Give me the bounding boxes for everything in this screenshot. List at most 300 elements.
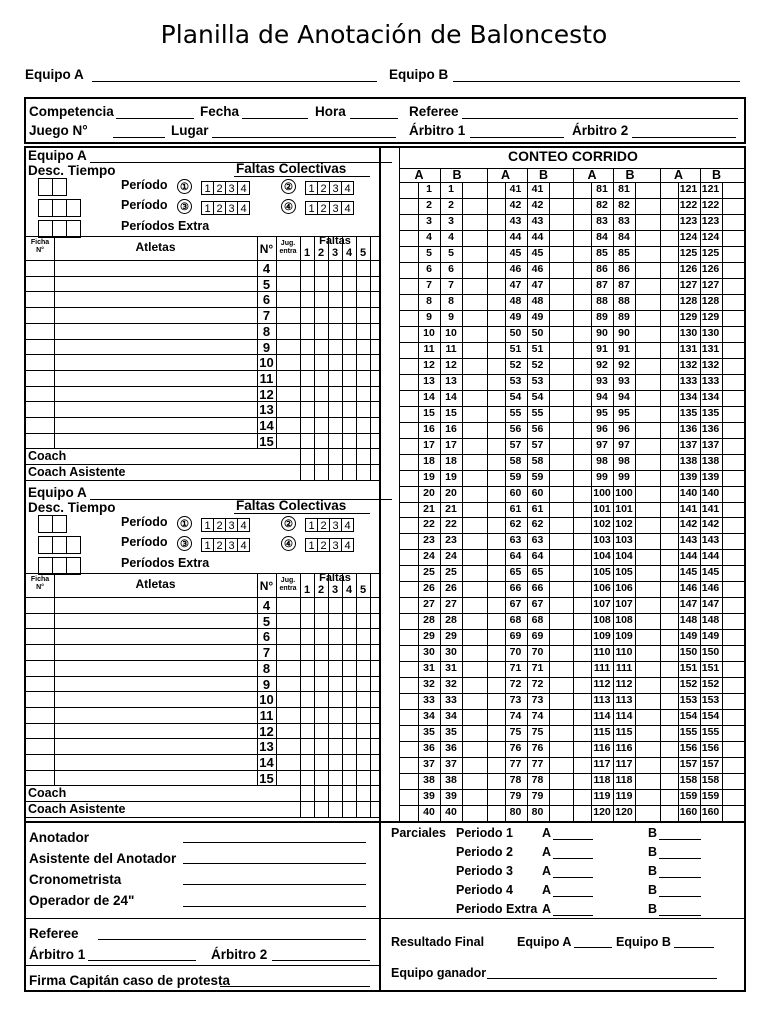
conteo-number-b[interactable]: 74: [531, 710, 544, 723]
conteo-number-a[interactable]: 77: [509, 758, 522, 771]
conteo-number-b[interactable]: 111: [615, 662, 633, 675]
period-foul-box[interactable]: 4: [237, 518, 250, 532]
conteo-number-b[interactable]: 89: [618, 310, 630, 323]
conteo-number-b[interactable]: 27: [445, 598, 457, 611]
conteo-number-b[interactable]: 14: [445, 390, 457, 403]
conteo-number-a[interactable]: 32: [423, 678, 435, 691]
conteo-number-a[interactable]: 140: [679, 486, 698, 499]
period-foul-box[interactable]: 1: [201, 518, 214, 532]
conteo-number-a[interactable]: 74: [509, 710, 522, 723]
conteo-number-b[interactable]: 121: [701, 183, 720, 195]
conteo-number-a[interactable]: 25: [423, 566, 435, 579]
conteo-number-a[interactable]: 40: [423, 806, 435, 819]
conteo-number-a[interactable]: 23: [423, 534, 435, 547]
conteo-number-b[interactable]: 118: [615, 774, 633, 787]
parcial-b-field[interactable]: [659, 839, 701, 840]
period-foul-box[interactable]: 2: [317, 201, 330, 215]
athlete-name-cell[interactable]: [55, 387, 256, 401]
conteo-number-a[interactable]: 119: [593, 790, 611, 803]
conteo-number-b[interactable]: 26: [445, 582, 457, 595]
conteo-number-b[interactable]: 91: [618, 342, 630, 355]
conteo-number-b[interactable]: 147: [701, 598, 720, 611]
conteo-number-a[interactable]: 100: [593, 486, 611, 499]
conteo-number-b[interactable]: 39: [445, 790, 457, 803]
conteo-number-b[interactable]: 61: [531, 502, 544, 515]
conteo-number-b[interactable]: 112: [615, 678, 633, 691]
conteo-number-a[interactable]: 111: [593, 662, 611, 675]
conteo-number-a[interactable]: 160: [679, 806, 698, 819]
conteo-number-b[interactable]: 31: [445, 662, 457, 675]
conteo-number-a[interactable]: 5: [426, 246, 432, 259]
conteo-number-b[interactable]: 3: [448, 214, 454, 227]
conteo-number-a[interactable]: 75: [509, 726, 522, 739]
conteo-number-b[interactable]: 77: [531, 758, 544, 771]
conteo-number-b[interactable]: 32: [445, 678, 457, 691]
resultado-team-a-field[interactable]: [574, 947, 612, 948]
conteo-number-b[interactable]: 23: [445, 534, 457, 547]
conteo-number-a[interactable]: 12: [423, 358, 435, 371]
conteo-number-b[interactable]: 41: [531, 183, 544, 195]
conteo-number-a[interactable]: 105: [593, 566, 611, 579]
athlete-name-cell[interactable]: [55, 755, 256, 769]
resultado-team-b-field[interactable]: [674, 947, 714, 948]
athlete-name-cell[interactable]: [55, 724, 256, 738]
conteo-number-b[interactable]: 158: [701, 774, 720, 787]
conteo-number-b[interactable]: 153: [701, 694, 720, 707]
conteo-number-b[interactable]: 127: [701, 278, 720, 291]
conteo-number-b[interactable]: 117: [615, 758, 633, 771]
parcial-a-field[interactable]: [553, 858, 593, 859]
conteo-number-a[interactable]: 76: [509, 742, 522, 755]
conteo-number-b[interactable]: 47: [531, 278, 544, 291]
conteo-number-b[interactable]: 131: [701, 342, 720, 355]
conteo-number-a[interactable]: 21: [423, 502, 435, 515]
conteo-number-a[interactable]: 27: [423, 598, 435, 611]
conteo-number-a[interactable]: 112: [593, 678, 611, 691]
conteo-number-a[interactable]: 65: [509, 566, 522, 579]
period-foul-box[interactable]: 1: [305, 201, 318, 215]
conteo-number-b[interactable]: 40: [445, 806, 457, 819]
conteo-number-a[interactable]: 133: [679, 374, 698, 387]
conteo-number-a[interactable]: 6: [426, 262, 432, 275]
conteo-number-b[interactable]: 139: [701, 470, 720, 483]
athlete-name-cell[interactable]: [55, 308, 256, 322]
conteo-number-a[interactable]: 139: [679, 470, 698, 483]
conteo-number-a[interactable]: 145: [679, 566, 698, 579]
conteo-number-b[interactable]: 69: [531, 630, 544, 643]
conteo-number-a[interactable]: 82: [596, 198, 608, 211]
conteo-number-a[interactable]: 141: [679, 502, 698, 515]
conteo-number-b[interactable]: 160: [701, 806, 720, 819]
conteo-number-a[interactable]: 93: [596, 374, 608, 387]
conteo-number-b[interactable]: 81: [618, 183, 630, 195]
conteo-number-a[interactable]: 4: [426, 230, 432, 243]
conteo-number-b[interactable]: 57: [531, 438, 544, 451]
conteo-number-b[interactable]: 13: [445, 374, 457, 387]
conteo-number-b[interactable]: 54: [531, 390, 544, 403]
conteo-number-a[interactable]: 18: [423, 454, 435, 467]
conteo-number-b[interactable]: 159: [701, 790, 720, 803]
conteo-number-a[interactable]: 36: [423, 742, 435, 755]
conteo-number-a[interactable]: 26: [423, 582, 435, 595]
parcial-a-field[interactable]: [553, 877, 593, 878]
conteo-number-a[interactable]: 101: [593, 502, 611, 515]
conteo-number-a[interactable]: 110: [593, 646, 611, 659]
conteo-number-a[interactable]: 96: [596, 422, 608, 435]
conteo-number-a[interactable]: 132: [679, 358, 698, 371]
athlete-name-cell[interactable]: [55, 677, 256, 691]
athlete-name-cell[interactable]: [55, 355, 256, 369]
conteo-number-b[interactable]: 1: [448, 183, 454, 195]
period-foul-box[interactable]: 3: [329, 181, 342, 195]
conteo-number-a[interactable]: 39: [423, 790, 435, 803]
conteo-number-b[interactable]: 110: [615, 646, 633, 659]
conteo-number-b[interactable]: 29: [445, 630, 457, 643]
conteo-number-a[interactable]: 70: [509, 646, 522, 659]
conteo-number-b[interactable]: 156: [701, 742, 720, 755]
referee-bottom-field[interactable]: [98, 939, 366, 940]
conteo-number-a[interactable]: 135: [679, 406, 698, 419]
conteo-number-a[interactable]: 90: [596, 326, 608, 339]
period-foul-box[interactable]: 4: [341, 201, 354, 215]
conteo-number-b[interactable]: 82: [618, 198, 630, 211]
conteo-number-b[interactable]: 114: [615, 710, 633, 723]
period-foul-box[interactable]: 2: [213, 181, 226, 195]
conteo-number-a[interactable]: 114: [593, 710, 611, 723]
conteo-number-a[interactable]: 149: [679, 630, 698, 643]
conteo-number-b[interactable]: 67: [531, 598, 544, 611]
equipo-ganador-field[interactable]: [487, 978, 717, 979]
conteo-number-b[interactable]: 49: [531, 310, 544, 323]
firma-field[interactable]: [220, 986, 370, 987]
conteo-number-a[interactable]: 130: [679, 326, 698, 339]
conteo-number-a[interactable]: 31: [423, 662, 435, 675]
conteo-number-a[interactable]: 7: [426, 278, 432, 291]
conteo-number-b[interactable]: 145: [701, 566, 720, 579]
conteo-number-b[interactable]: 101: [615, 502, 633, 515]
conteo-number-a[interactable]: 44: [509, 230, 522, 243]
conteo-number-b[interactable]: 15: [445, 406, 457, 419]
conteo-number-b[interactable]: 48: [531, 294, 544, 307]
athlete-name-cell[interactable]: [55, 739, 256, 753]
conteo-number-b[interactable]: 124: [701, 230, 720, 243]
parcial-b-field[interactable]: [659, 858, 701, 859]
conteo-number-a[interactable]: 91: [596, 342, 608, 355]
conteo-number-a[interactable]: 131: [679, 342, 698, 355]
conteo-number-b[interactable]: 157: [701, 758, 720, 771]
timeout-box[interactable]: [66, 536, 81, 554]
conteo-number-b[interactable]: 4: [448, 230, 454, 243]
parcial-a-field[interactable]: [553, 839, 593, 840]
conteo-number-a[interactable]: 106: [593, 582, 611, 595]
conteo-number-b[interactable]: 71: [531, 662, 544, 675]
conteo-number-b[interactable]: 120: [615, 806, 633, 819]
conteo-number-a[interactable]: 113: [593, 694, 611, 707]
period-foul-box[interactable]: 2: [213, 518, 226, 532]
conteo-number-a[interactable]: 17: [423, 438, 435, 451]
period-foul-box[interactable]: 2: [213, 201, 226, 215]
conteo-number-b[interactable]: 62: [531, 518, 544, 531]
asistente-field[interactable]: [183, 863, 366, 864]
conteo-number-b[interactable]: 143: [701, 534, 720, 547]
conteo-number-a[interactable]: 73: [509, 694, 522, 707]
conteo-number-b[interactable]: 45: [531, 246, 544, 259]
conteo-number-b[interactable]: 25: [445, 566, 457, 579]
conteo-number-a[interactable]: 66: [509, 582, 522, 595]
conteo-number-b[interactable]: 44: [531, 230, 544, 243]
conteo-number-a[interactable]: 117: [593, 758, 611, 771]
conteo-number-b[interactable]: 103: [615, 534, 633, 547]
conteo-number-b[interactable]: 106: [615, 582, 633, 595]
conteo-number-b[interactable]: 130: [701, 326, 720, 339]
conteo-number-a[interactable]: 107: [593, 598, 611, 611]
conteo-number-a[interactable]: 71: [509, 662, 522, 675]
parcial-b-field[interactable]: [659, 877, 701, 878]
conteo-number-a[interactable]: 83: [596, 214, 608, 227]
timeout-box[interactable]: [66, 199, 81, 217]
conteo-number-b[interactable]: 86: [618, 262, 630, 275]
conteo-number-a[interactable]: 46: [509, 262, 522, 275]
conteo-number-a[interactable]: 118: [593, 774, 611, 787]
conteo-number-b[interactable]: 30: [445, 646, 457, 659]
conteo-number-a[interactable]: 14: [423, 390, 435, 403]
conteo-number-a[interactable]: 125: [679, 246, 698, 259]
referee-field[interactable]: [462, 118, 738, 119]
athlete-name-cell[interactable]: [55, 261, 256, 275]
conteo-number-a[interactable]: 55: [509, 406, 522, 419]
conteo-number-a[interactable]: 2: [426, 198, 432, 211]
athlete-name-cell[interactable]: [55, 371, 256, 385]
conteo-number-b[interactable]: 129: [701, 310, 720, 323]
conteo-number-b[interactable]: 21: [445, 502, 457, 515]
conteo-number-b[interactable]: 70: [531, 646, 544, 659]
conteo-number-a[interactable]: 126: [679, 262, 698, 275]
conteo-number-b[interactable]: 11: [445, 342, 457, 355]
conteo-number-b[interactable]: 80: [531, 806, 544, 819]
conteo-number-b[interactable]: 92: [618, 358, 630, 371]
conteo-number-b[interactable]: 95: [618, 406, 630, 419]
conteo-number-b[interactable]: 102: [615, 518, 633, 531]
period-foul-box[interactable]: 3: [225, 538, 238, 552]
conteo-number-b[interactable]: 24: [445, 550, 457, 563]
conteo-number-b[interactable]: 151: [701, 662, 720, 675]
period-foul-box[interactable]: 2: [213, 538, 226, 552]
conteo-number-a[interactable]: 89: [596, 310, 608, 323]
conteo-number-a[interactable]: 158: [679, 774, 698, 787]
conteo-number-a[interactable]: 29: [423, 630, 435, 643]
conteo-number-a[interactable]: 80: [509, 806, 522, 819]
conteo-number-a[interactable]: 150: [679, 646, 698, 659]
conteo-number-a[interactable]: 78: [509, 774, 522, 787]
period-foul-box[interactable]: 4: [341, 538, 354, 552]
conteo-number-a[interactable]: 159: [679, 790, 698, 803]
conteo-number-b[interactable]: 154: [701, 710, 720, 723]
conteo-number-b[interactable]: 79: [531, 790, 544, 803]
conteo-number-a[interactable]: 102: [593, 518, 611, 531]
conteo-number-b[interactable]: 19: [445, 470, 457, 483]
conteo-number-b[interactable]: 59: [531, 470, 544, 483]
period-foul-box[interactable]: 1: [305, 181, 318, 195]
conteo-number-b[interactable]: 50: [531, 326, 544, 339]
conteo-number-a[interactable]: 157: [679, 758, 698, 771]
conteo-number-a[interactable]: 98: [596, 454, 608, 467]
conteo-number-a[interactable]: 56: [509, 422, 522, 435]
conteo-number-a[interactable]: 148: [679, 614, 698, 627]
arbitro2-bottom-field[interactable]: [272, 960, 370, 961]
team-b-field[interactable]: [453, 81, 740, 82]
conteo-number-a[interactable]: 54: [509, 390, 522, 403]
conteo-number-a[interactable]: 3: [426, 214, 432, 227]
conteo-number-b[interactable]: 128: [701, 294, 720, 307]
conteo-number-b[interactable]: 116: [615, 742, 633, 755]
conteo-number-b[interactable]: 109: [615, 630, 633, 643]
conteo-number-b[interactable]: 85: [618, 246, 630, 259]
period-foul-box[interactable]: 3: [329, 538, 342, 552]
conteo-number-b[interactable]: 75: [531, 726, 544, 739]
conteo-number-b[interactable]: 115: [615, 726, 633, 739]
anotador-field[interactable]: [183, 842, 366, 843]
conteo-number-a[interactable]: 68: [509, 614, 522, 627]
conteo-number-b[interactable]: 123: [701, 214, 720, 227]
athlete-name-cell[interactable]: [55, 292, 256, 306]
conteo-number-b[interactable]: 126: [701, 262, 720, 275]
conteo-number-a[interactable]: 47: [509, 278, 522, 291]
conteo-number-b[interactable]: 6: [448, 262, 454, 275]
conteo-number-b[interactable]: 138: [701, 454, 720, 467]
conteo-number-a[interactable]: 136: [679, 422, 698, 435]
conteo-number-b[interactable]: 37: [445, 758, 457, 771]
conteo-number-a[interactable]: 9: [426, 310, 432, 323]
period-foul-box[interactable]: 1: [305, 538, 318, 552]
timeout-box[interactable]: [52, 515, 67, 533]
conteo-number-b[interactable]: 68: [531, 614, 544, 627]
period-foul-box[interactable]: 4: [341, 181, 354, 195]
conteo-number-b[interactable]: 20: [445, 486, 457, 499]
conteo-number-a[interactable]: 67: [509, 598, 522, 611]
athlete-name-cell[interactable]: [55, 402, 256, 416]
conteo-number-a[interactable]: 34: [423, 710, 435, 723]
conteo-number-a[interactable]: 127: [679, 278, 698, 291]
conteo-number-b[interactable]: 60: [531, 486, 544, 499]
conteo-number-b[interactable]: 107: [615, 598, 633, 611]
conteo-number-a[interactable]: 50: [509, 326, 522, 339]
conteo-number-a[interactable]: 85: [596, 246, 608, 259]
conteo-number-b[interactable]: 53: [531, 374, 544, 387]
conteo-number-a[interactable]: 45: [509, 246, 522, 259]
conteo-number-a[interactable]: 37: [423, 758, 435, 771]
conteo-number-b[interactable]: 100: [615, 486, 633, 499]
conteo-number-a[interactable]: 103: [593, 534, 611, 547]
conteo-number-b[interactable]: 144: [701, 550, 720, 563]
conteo-number-a[interactable]: 11: [423, 342, 435, 355]
conteo-number-a[interactable]: 134: [679, 390, 698, 403]
conteo-number-b[interactable]: 122: [701, 198, 720, 211]
conteo-number-b[interactable]: 65: [531, 566, 544, 579]
conteo-number-a[interactable]: 49: [509, 310, 522, 323]
athlete-name-cell[interactable]: [55, 771, 256, 785]
conteo-number-b[interactable]: 18: [445, 454, 457, 467]
period-foul-box[interactable]: 2: [317, 538, 330, 552]
period-foul-box[interactable]: 3: [225, 201, 238, 215]
conteo-number-a[interactable]: 142: [679, 518, 698, 531]
conteo-number-a[interactable]: 42: [509, 198, 522, 211]
conteo-number-b[interactable]: 137: [701, 438, 720, 451]
period-foul-box[interactable]: 4: [237, 201, 250, 215]
timeout-box[interactable]: [38, 536, 53, 554]
conteo-number-b[interactable]: 38: [445, 774, 457, 787]
period-foul-box[interactable]: 4: [341, 518, 354, 532]
timeout-box[interactable]: [38, 178, 53, 196]
conteo-number-a[interactable]: 13: [423, 374, 435, 387]
athlete-name-cell[interactable]: [55, 277, 256, 291]
conteo-number-b[interactable]: 22: [445, 518, 457, 531]
conteo-number-a[interactable]: 137: [679, 438, 698, 451]
conteo-number-b[interactable]: 146: [701, 582, 720, 595]
conteo-number-b[interactable]: 87: [618, 278, 630, 291]
conteo-number-a[interactable]: 88: [596, 294, 608, 307]
conteo-number-b[interactable]: 43: [531, 214, 544, 227]
conteo-number-b[interactable]: 135: [701, 406, 720, 419]
conteo-number-b[interactable]: 36: [445, 742, 457, 755]
conteo-number-b[interactable]: 99: [618, 470, 630, 483]
conteo-number-a[interactable]: 84: [596, 230, 608, 243]
conteo-number-b[interactable]: 16: [445, 422, 457, 435]
conteo-number-a[interactable]: 20: [423, 486, 435, 499]
conteo-number-a[interactable]: 19: [423, 470, 435, 483]
conteo-number-b[interactable]: 35: [445, 726, 457, 739]
conteo-number-a[interactable]: 1: [426, 183, 432, 195]
period-foul-box[interactable]: 4: [237, 538, 250, 552]
conteo-number-a[interactable]: 122: [679, 198, 698, 211]
period-foul-box[interactable]: 1: [305, 518, 318, 532]
conteo-number-a[interactable]: 120: [593, 806, 611, 819]
timeout-box[interactable]: [52, 199, 67, 217]
conteo-number-a[interactable]: 62: [509, 518, 522, 531]
conteo-number-a[interactable]: 72: [509, 678, 522, 691]
conteo-number-b[interactable]: 63: [531, 534, 544, 547]
conteo-number-a[interactable]: 43: [509, 214, 522, 227]
period-foul-box[interactable]: 3: [225, 181, 238, 195]
conteo-number-a[interactable]: 69: [509, 630, 522, 643]
conteo-number-a[interactable]: 52: [509, 358, 522, 371]
athlete-name-cell[interactable]: [55, 418, 256, 432]
conteo-number-b[interactable]: 34: [445, 710, 457, 723]
conteo-number-a[interactable]: 121: [679, 183, 698, 195]
conteo-number-a[interactable]: 152: [679, 678, 698, 691]
conteo-number-a[interactable]: 124: [679, 230, 698, 243]
conteo-number-b[interactable]: 155: [701, 726, 720, 739]
conteo-number-b[interactable]: 140: [701, 486, 720, 499]
parcial-a-field[interactable]: [553, 915, 593, 916]
athlete-name-cell[interactable]: [55, 692, 256, 706]
conteo-number-a[interactable]: 22: [423, 518, 435, 531]
conteo-number-a[interactable]: 10: [423, 326, 435, 339]
conteo-number-a[interactable]: 104: [593, 550, 611, 563]
conteo-number-a[interactable]: 155: [679, 726, 698, 739]
conteo-number-a[interactable]: 94: [596, 390, 608, 403]
timeout-box[interactable]: [38, 515, 53, 533]
conteo-number-a[interactable]: 153: [679, 694, 698, 707]
conteo-number-b[interactable]: 66: [531, 582, 544, 595]
parcial-a-field[interactable]: [553, 896, 593, 897]
conteo-number-b[interactable]: 136: [701, 422, 720, 435]
period-foul-box[interactable]: 1: [201, 181, 214, 195]
conteo-number-a[interactable]: 33: [423, 694, 435, 707]
conteo-number-a[interactable]: 59: [509, 470, 522, 483]
conteo-number-b[interactable]: 42: [531, 198, 544, 211]
conteo-number-b[interactable]: 58: [531, 454, 544, 467]
arbitro1-bottom-field[interactable]: [88, 960, 196, 961]
